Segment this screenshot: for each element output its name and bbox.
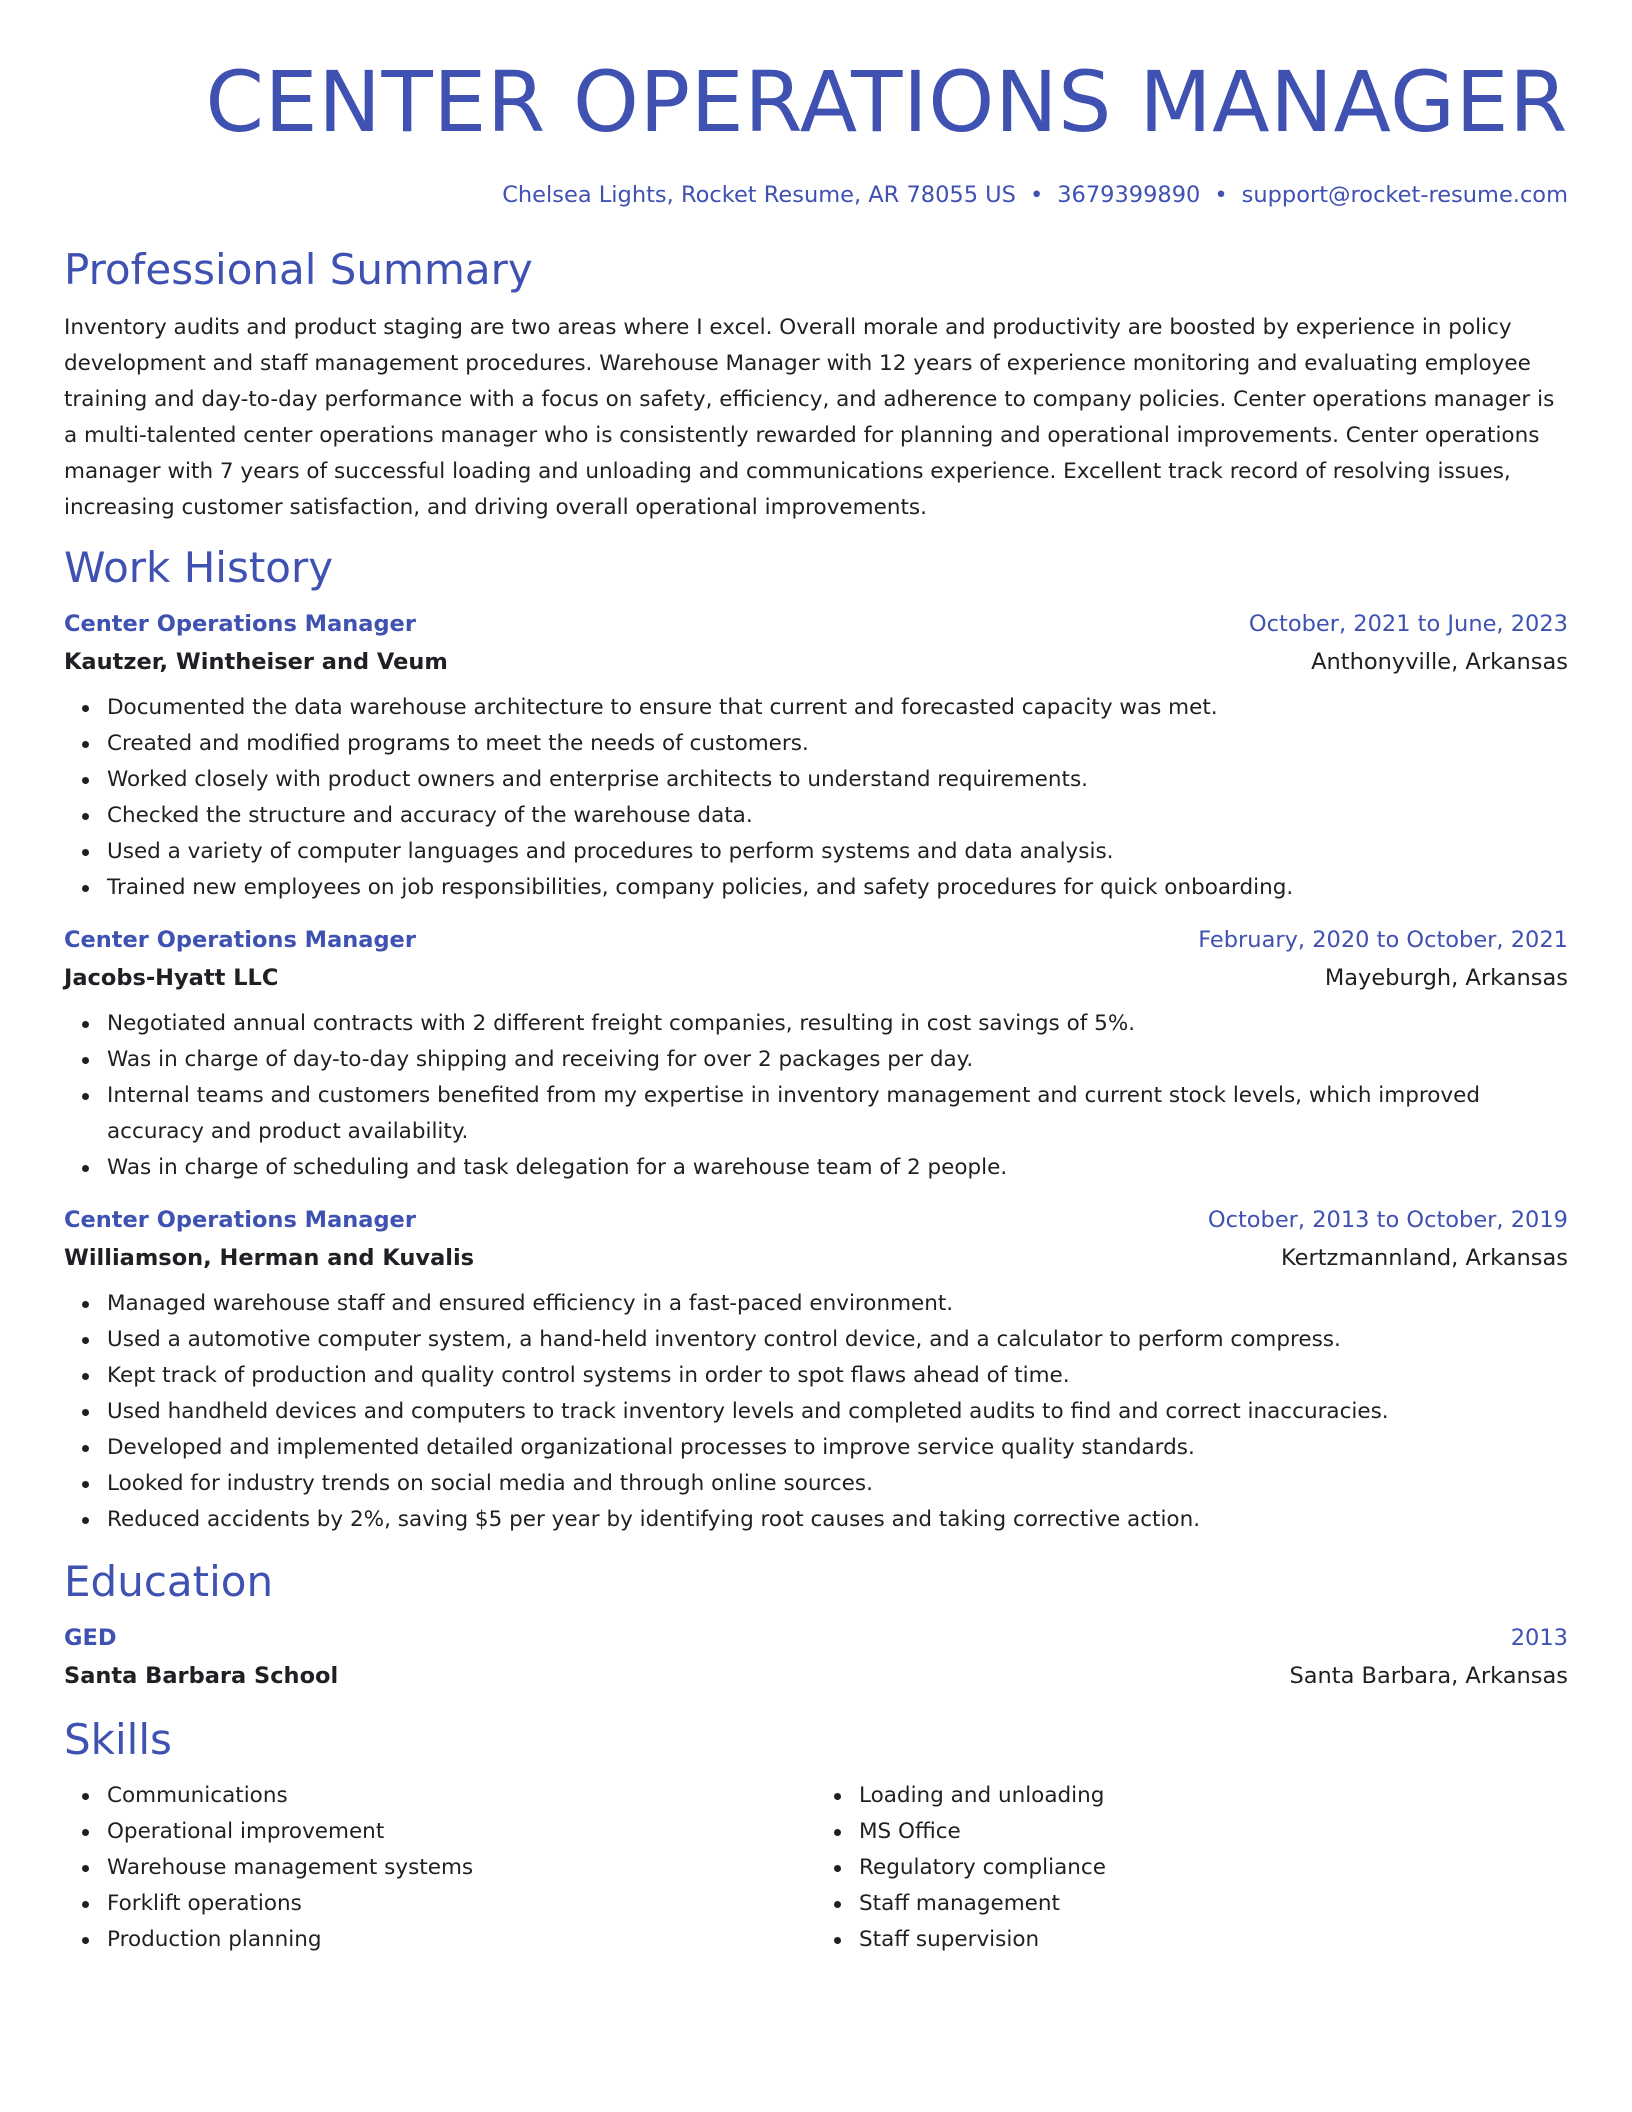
job-dates: October, 2013 to October, 2019 <box>1207 1207 1568 1233</box>
contact-line <box>502 180 1568 210</box>
job-company: Kautzer, Wintheiser and Veum <box>64 649 448 675</box>
job-bullet: Developed and implemented detailed organizational processes to improve service quality standards. <box>107 1430 1568 1466</box>
work-history-heading: Work History <box>64 543 334 592</box>
skill-item: Communications <box>107 1778 816 1814</box>
job-bullet: Worked closely with product owners and enterprise architects to understand requirements. <box>107 762 1568 798</box>
summary-heading: Professional Summary <box>64 245 533 294</box>
job-bullets <box>64 1286 1568 1538</box>
job-bullets <box>64 690 1568 906</box>
job-location: Anthonyville, Arkansas <box>1311 649 1568 675</box>
education-section <box>64 1556 1568 1696</box>
job-dates: October, 2021 to June, 2023 <box>1248 611 1568 637</box>
contact-phone: 3679399890 <box>1057 182 1201 208</box>
skill-item: Regulatory compliance <box>859 1850 1568 1886</box>
skills-heading: Skills <box>64 1715 172 1764</box>
job-bullet: Used a automotive computer system, a hand-held inventory control device, and a calculator to perform compress. <box>107 1322 1568 1358</box>
contact-address: Chelsea Lights, Rocket Resume, AR 78055 US <box>502 182 1016 208</box>
skill-item: Loading and unloading <box>859 1778 1568 1814</box>
job-bullet: Checked the structure and accuracy of the warehouse data. <box>107 798 1568 834</box>
job-bullet: Used handheld devices and computers to track inventory levels and completed audits to find and correct inaccuracies. <box>107 1394 1568 1430</box>
skills-section <box>64 1714 1568 1958</box>
job-bullet: Was in charge of scheduling and task delegation for a warehouse team of 2 people. <box>107 1150 1568 1186</box>
job-bullet: Created and modified programs to meet the needs of customers. <box>107 726 1568 762</box>
job-title: Center Operations Manager <box>64 1207 416 1233</box>
education-degree: GED <box>64 1625 117 1651</box>
skills-columns <box>64 1766 1568 1958</box>
contact-separator: • <box>1029 182 1044 208</box>
skills-left-list <box>64 1778 816 1958</box>
education-heading: Education <box>64 1557 274 1606</box>
job-bullet: Negotiated annual contracts with 2 different freight companies, resulting in cost savings of 5%. <box>107 1006 1568 1042</box>
job-location: Mayeburgh, Arkansas <box>1324 965 1568 991</box>
contact-separator: • <box>1214 182 1228 208</box>
education-year: 2013 <box>1510 1625 1568 1651</box>
skill-item: Forklift operations <box>107 1886 816 1922</box>
job-entry <box>64 922 1568 1186</box>
resume-name-title: CENTER OPERATIONS MANAGER <box>205 53 1568 151</box>
skill-item: Staff management <box>859 1886 1568 1922</box>
job-bullet: Kept track of production and quality control systems in order to spot flaws ahead of time. <box>107 1358 1568 1394</box>
summary-text: Inventory audits and product staging are two areas where I excel. Overall morale and productivity are boosted by experience in policy development and staff management procedures. Warehouse Manager with 12 years of experience monitoring and evaluating employee training and day-to-day performance with a focus on safety, efficiency, and adherence to company policies. Center operations manager is a multi-talented center operations manager who is consistently rewarded for planning and operational improvements. Center operations manager with 7 years of successful loading and unloading and communications experience. Excellent track record of resolving issues, increasing customer satisfaction, and driving overall operational improvements. <box>64 315 1555 520</box>
work-history-section <box>64 542 1568 1538</box>
job-bullet: Reduced accidents by 2%, saving $5 per year by identifying root causes and taking corrective action. <box>107 1502 1568 1538</box>
job-bullets <box>64 1006 1568 1186</box>
summary-section <box>64 244 1568 526</box>
contact-email: support@rocket-resume.com <box>1241 182 1568 208</box>
skills-right-list <box>816 1778 1568 1958</box>
job-title: Center Operations Manager <box>64 927 416 953</box>
education-school: Santa Barbara School <box>64 1663 339 1689</box>
job-dates: February, 2020 to October, 2021 <box>1198 927 1568 953</box>
job-bullet: Managed warehouse staff and ensured efficiency in a fast-paced environment. <box>107 1286 1568 1322</box>
job-entry <box>64 1202 1568 1538</box>
job-entry <box>64 606 1568 906</box>
job-bullet: Documented the data warehouse architecture to ensure that current and forecasted capacity was met. <box>107 690 1568 726</box>
job-bullet: Internal teams and customers benefited from my expertise in inventory management and current stock levels, which improved accuracy and product availability. <box>107 1078 1568 1150</box>
job-bullet: Was in charge of day-to-day shipping and receiving for over 2 packages per day. <box>107 1042 1568 1078</box>
skill-item: MS Office <box>859 1814 1568 1850</box>
job-bullet: Looked for industry trends on social media and through online sources. <box>107 1466 1568 1502</box>
skill-item: Operational improvement <box>107 1814 816 1850</box>
job-location: Kertzmannland, Arkansas <box>1280 1245 1568 1271</box>
job-bullet: Trained new employees on job responsibilities, company policies, and safety procedures for quick onboarding. <box>107 870 1568 906</box>
job-company: Jacobs-Hyatt LLC <box>64 965 279 991</box>
education-location: Santa Barbara, Arkansas <box>1289 1663 1568 1689</box>
job-title: Center Operations Manager <box>64 611 416 637</box>
skill-item: Production planning <box>107 1922 816 1958</box>
skill-item: Warehouse management systems <box>107 1850 816 1886</box>
job-bullet: Used a variety of computer languages and procedures to perform systems and data analysis. <box>107 834 1568 870</box>
skill-item: Staff supervision <box>859 1922 1568 1958</box>
job-company: Williamson, Herman and Kuvalis <box>64 1245 475 1271</box>
